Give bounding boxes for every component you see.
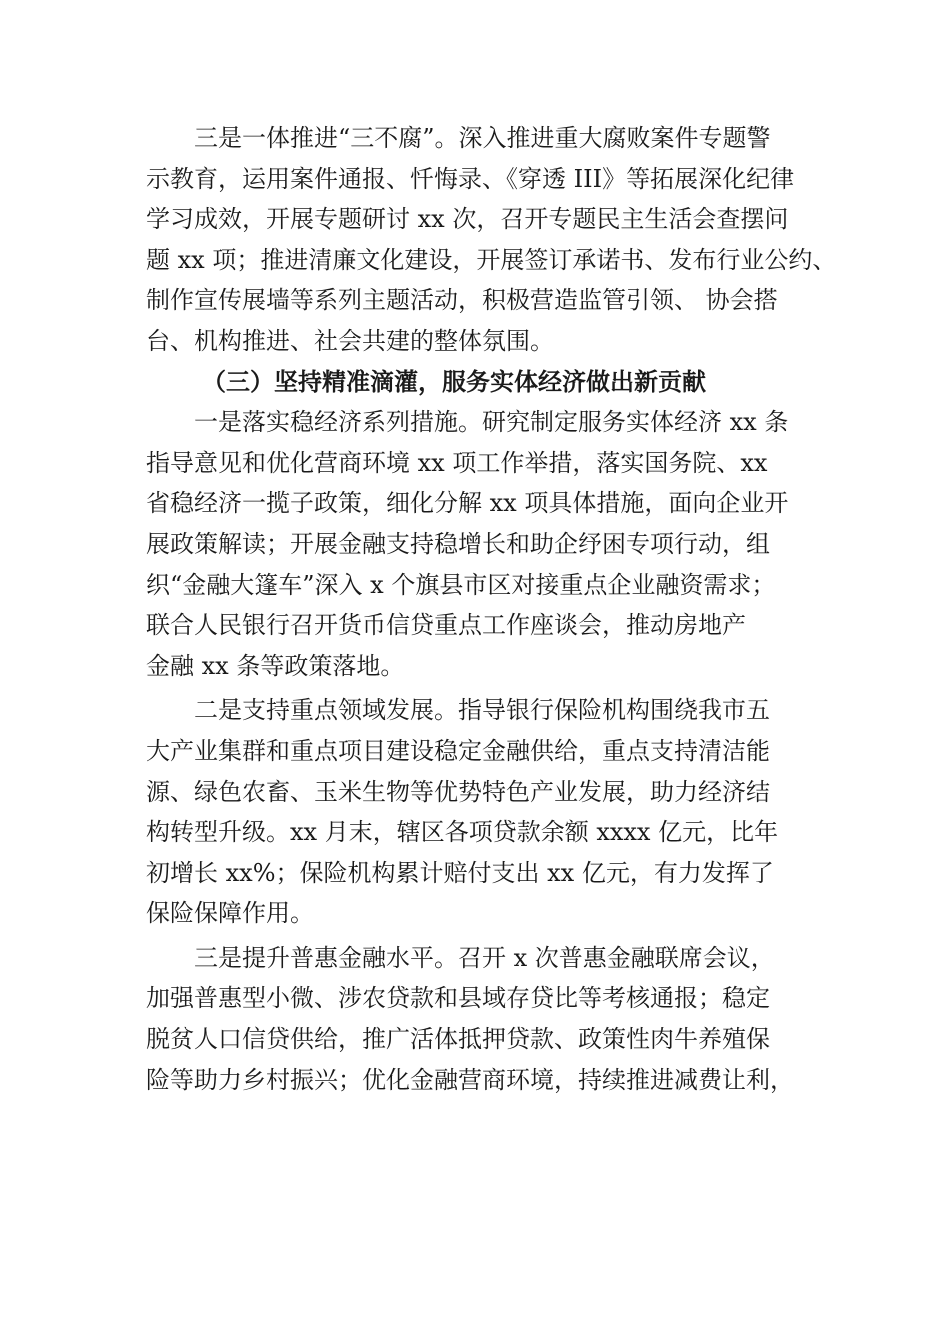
paragraph-line: 织“金融大篷车”深入 x 个旗县市区对接重点企业融资需求； [146,570,776,599]
paragraph-line: 省稳经济一揽子政策，细化分解 xx 项具体措施，面向企业开 [146,489,789,518]
paragraph-inclusive-finance [146,938,846,1100]
paragraph-line: 三是一体推进“三不腐”。深入推进重大腐败案件专题警 [194,124,771,152]
document-body [146,118,846,1100]
paragraph-stabilize-economy [146,402,846,686]
paragraph-key-areas [146,690,846,934]
paragraph-line: 保险保障作用。 [146,899,314,928]
paragraph-line: 台、机构推进、社会共建的整体氛围。 [146,326,554,355]
paragraph-line: 制作宣传展墙等系列主题活动，积极营造监管引领、 协会搭 [146,286,778,315]
paragraph-line: 指导意见和优化营商环境 xx 项工作举措，落实国务院、xx [146,448,768,477]
paragraph-line: 一是落实稳经济系列措施。研究制定服务实体经济 xx 条 [194,408,789,437]
paragraph-line: 源、绿色农畜、玉米生物等优势特色产业发展，助力经济结 [146,777,770,806]
paragraph-anti-corruption [146,118,846,362]
paragraph-line: 联合人民银行召开货币信贷重点工作座谈会，推动房地产 [146,611,746,640]
paragraph-line: 加强普惠型小微、涉农贷款和县域存贷比等考核通报；稳定 [146,984,770,1013]
section-heading: （三）坚持精准滴灌，服务实体经济做出新贡献 [202,366,706,396]
paragraph-line: 题 xx 项；推进清廉文化建设，开展签订承诺书、发布行业公约、 [146,245,837,274]
paragraph-line: 险等助力乡村振兴；优化金融营商环境，持续推进减费让利， [146,1065,794,1094]
paragraph-line: 大产业集群和重点项目建设稳定金融供给，重点支持清洁能 [146,736,770,765]
paragraph-line: 示教育，运用案件通报、忏悔录、《穿透 III》等拓展深化纪律 [146,164,795,193]
paragraph-line: 金融 xx 条等政策落地。 [146,651,405,680]
paragraph-line: 学习成效，开展专题研讨 xx 次，召开专题民主生活会查摆问 [146,205,789,234]
paragraph-line: 初增长 xx%；保险机构累计赔付支出 xx 亿元，有力发挥了 [146,858,774,887]
paragraph-line: 三是提升普惠金融水平。召开 x 次普惠金融联席会议， [194,943,775,972]
paragraph-line: 构转型升级。xx 月末，辖区各项贷款余额 xxxx 亿元，比年 [146,818,779,847]
paragraph-line: 展政策解读；开展金融支持稳增长和助企纾困专项行动，组 [146,529,770,558]
paragraph-line: 脱贫人口信贷供给，推广活体抵押贷款、政策性肉牛养殖保 [146,1025,770,1054]
paragraph-line: 二是支持重点领域发展。指导银行保险机构围绕我市五 [194,696,770,725]
